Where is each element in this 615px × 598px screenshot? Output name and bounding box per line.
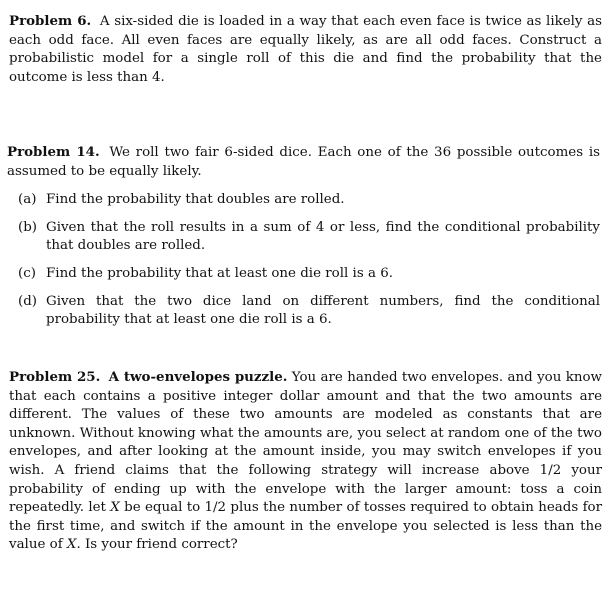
problem-25-text-2: be equal to 1/2 plus the number of tosses required to obtain heads for the first time, and switch if the amount in the envelope you selected is less than the value of [9, 500, 602, 553]
problem-25-text-1: You are handed two envelopes. and you know that each contains a positive integer dollar amount and that the two amounts are different. The values of these two amounts are modeled as constants that are unknown. Without knowing what the amounts are, you select at random one of the two envelopes, and after looking at the amount inside, you may switch envelopes if you wish. A friend claims that the following strategy will increase above 1/2 your probability of ending up with the envelope with the larger amount: toss a coin repeatedly. let [9, 370, 603, 516]
part-d [7, 293, 600, 330]
part-b-label: (b) [18, 219, 38, 235]
problem-25 [9, 368, 602, 555]
part-c-label: (c) [18, 265, 36, 281]
problem-14 [7, 143, 600, 339]
problem-25-text-3: . Is your friend correct? [76, 537, 238, 553]
part-b-text: Given that the roll results in a sum of 4 or less, find the conditional probability that doubles are rolled. [46, 219, 600, 254]
part-a-text: Find the probability that doubles are rolled. [46, 192, 345, 208]
part-a-label: (a) [18, 192, 37, 208]
problem-14-parts [7, 191, 600, 330]
problem-6-title: Problem 6. [9, 13, 92, 29]
problem-6-text: A six-sided die is loaded in a way that each even face is twice as likely as each odd face. All even faces are equally likely, as are all odd faces. Construct a probabilistic model for a single roll of this die and find the probability that the outcome is less than 4. [9, 14, 602, 85]
part-b [7, 219, 600, 256]
part-a [7, 191, 600, 210]
problem-25-subtitle: A two-envelopes puzzle. [108, 369, 288, 385]
problem-25-title: Problem 25. [9, 369, 101, 385]
problem-14-title: Problem 14. [7, 144, 100, 160]
problem-14-text: We roll two fair 6-sided dice. Each one of the 36 possible outcomes is assumed to be equally likely. [7, 145, 600, 179]
problem-14-statement [7, 143, 600, 181]
problem-6 [9, 12, 602, 87]
part-c-text: Find the probability that at least one die roll is a 6. [46, 265, 393, 281]
variable-x-1: X [110, 500, 120, 516]
variable-x-2: X [66, 537, 77, 553]
part-d-label: (d) [18, 293, 38, 309]
part-c [7, 265, 600, 284]
part-d-text: Given that the two dice land on different numbers, find the conditional probability that at least one die roll is a 6. [46, 293, 600, 328]
